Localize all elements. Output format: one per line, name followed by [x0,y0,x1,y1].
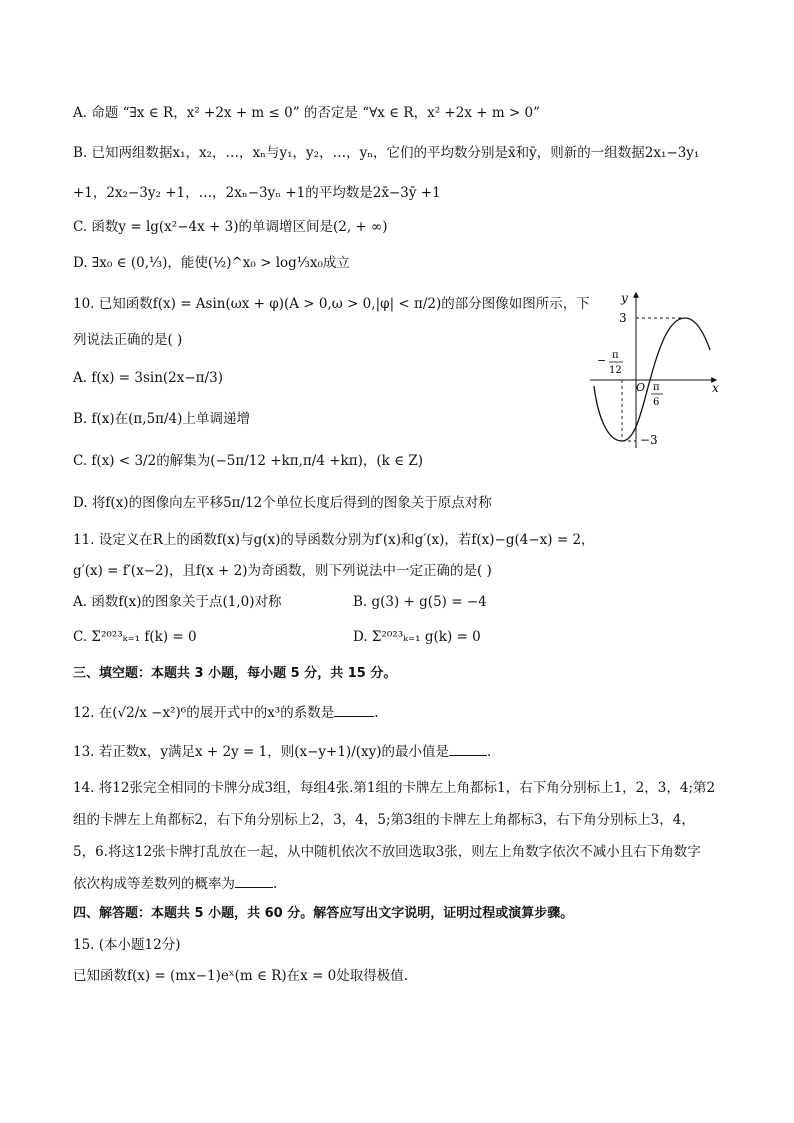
q9-option-b-line2: +1，2x₂−3y₂ +1，…，2xₙ−3yₙ +1的平均数是2x̄−3ȳ +1 [73,185,441,201]
q10-sine-graph [588,288,728,453]
q9-option-b-line1: B. 已知两组数据x₁，x₂，…，xₙ与y₁，y₂，…，yₙ，它们的平均数分别是x̄和ȳ，则新的一组数据2x₁−3y₁ [73,145,700,161]
q12 [73,702,379,723]
q14-line3: 5，6.将这12张卡牌打乱放在一起，从中随机依次不放回选取3张，则左上角数字依次不减小且右下角数字 [73,844,701,860]
left-tick-denominator: 12 [609,365,622,376]
q9-option-c: C. 函数y = lg(x²−4x + 3)的单调增区间是(2, + ∞) [73,219,388,235]
right-tick-numerator: π [653,382,660,393]
q14-answer-blank [235,873,273,888]
q9-option-d: D. ∃x₀ ∈ (0,⅓)，能使(½)^x₀ > log⅓x₀成立 [73,255,350,271]
q11-stem-line2: g′(x) = f′(x−2)，且f(x + 2)为奇函数，则下列说法中一定正确的是( ) [73,563,492,579]
q12-period: . [374,705,379,721]
section-3-heading: 三、填空题：本题共 3 小题，每小题 5 分，共 15 分。 [73,666,397,681]
section-4-heading: 四、解答题：本题共 5 小题，共 60 分。解答应写出文字说明，证明过程或演算步骤。 [73,906,574,921]
right-tick-denominator: 6 [653,397,660,408]
q14-text: 依次构成等差数列的概率为 [73,876,235,892]
origin-label: O [636,381,646,394]
q14-period: . [273,876,278,892]
min-label: −3 [640,433,658,447]
q10-option-d: D. 将f(x)的图像向左平移5π/12个单位长度后得到的图象关于原点对称 [73,495,492,511]
q14-line4 [73,873,277,894]
q10-option-b: B. f(x)在(π,5π/4)上单调递增 [73,411,250,427]
left-tick-numerator: π [612,350,619,361]
q12-text: 12. 在(√2/x −x²)⁶的展开式中的x³的系数是 [73,705,335,721]
q11-option-a: A. 函数f(x)的图象关于点(1,0)对称 [73,594,282,610]
y-axis-label: y [621,291,628,305]
q14-line1: 14. 将12张完全相同的卡牌分成3组，每组4张.第1组的卡牌左上角都标1，右下角分别标上1，2，3，4;第2 [73,780,716,796]
q11-stem-line1: 11. 设定义在R上的函数f(x)与g(x)的导函数分别为f′(x)和g′(x)，若f(x)−g(4−x) = 2， [73,532,595,548]
q15-stem: 已知函数f(x) = (mx−1)eˣ(m ∈ R)在x = 0处取得极值. [73,968,409,984]
q13 [73,741,491,762]
x-axis-label: x [712,381,719,395]
q10-stem-line2: 列说法正确的是( ) [73,332,183,348]
q13-answer-blank [449,741,487,756]
q13-period: . [487,744,492,760]
q10-option-a: A. f(x) = 3sin(2x−π/3) [73,370,223,386]
max-label: 3 [619,311,627,325]
q12-answer-blank [334,702,374,717]
q11-option-b: B. g(3) + g(5) = −4 [353,594,487,610]
q10-option-c: C. f(x) < 3/2的解集为(−5π/12 +kπ,π/4 +kπ)，(k ∈ Z) [73,453,424,469]
q13-text: 13. 若正数x，y满足x + 2y = 1，则(x−y+1)/(xy)的最小值是 [73,744,450,760]
q14-line2: 组的卡牌左上角都标2，右下角分别标上2，3，4，5;第3组的卡牌左上角都标3，右下角分别标上3，4， [73,812,695,828]
q10-stem-line1: 10. 已知函数f(x) = Asin(ωx + φ)(A > 0,ω > 0,|φ| < π/2)的部分图像如图所示，下 [73,296,590,312]
q9-option-a: A. 命题 “∃x ∈ R，x² +2x + m ≤ 0” 的否定是 “∀x ∈ R，x² +2x + m > 0” [73,105,541,121]
q15-header: 15. (本小题12分) [73,937,181,953]
left-tick-sign: − [597,354,607,367]
q11-option-d: D. Σ²⁰²³ₖ₌₁ g(k) = 0 [353,629,481,645]
q11-option-c: C. Σ²⁰²³ₖ₌₁ f(k) = 0 [73,629,197,645]
